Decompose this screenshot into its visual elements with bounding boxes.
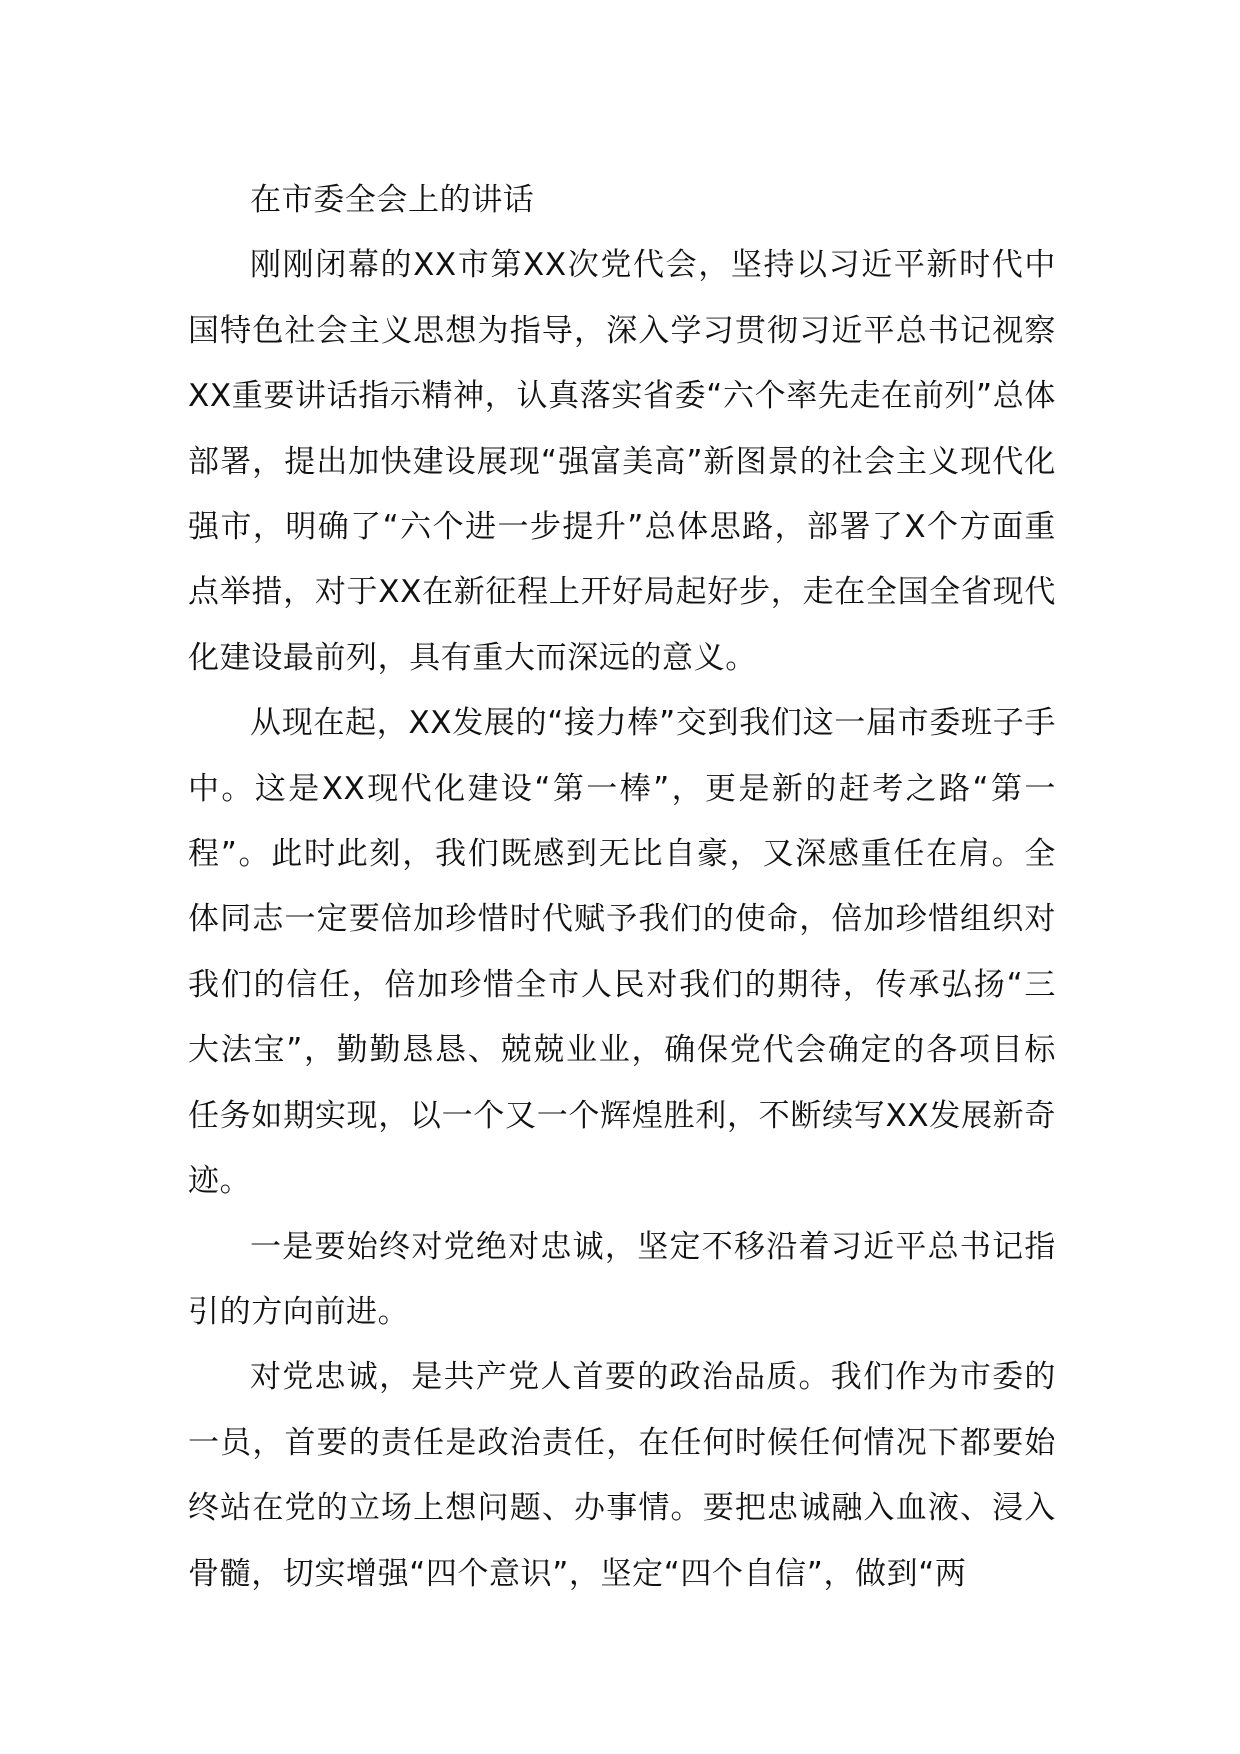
document-body bbox=[188, 168, 1056, 1607]
paragraph-4: 对党忠诚，是共产党人首要的政治品质。我们作为市委的一员，首要的责任是政治责任，在任何时候任何情况下都要始终站在党的立场上想问题、办事情。要把忠诚融入血液、浸入骨髓，切实增强“四个意识”，坚定“四个自信”，做到“两 bbox=[188, 1359, 1056, 1592]
paragraph-2: 从现在起，XX发展的“接力棒”交到我们这一届市委班子手中。这是XX现代化建设“第一棒”，更是新的赶考之路“第一程”。此时此刻，我们既感到无比自豪，又深感重任在肩。全体同志一定要倍加珍惜时代赋予我们的使命，倍加珍惜组织对我们的信任，倍加珍惜全市人民对我们的期待，传承弘扬“三大法宝”，勤勤恳恳、兢兢业业，确保党代会确定的各项目标任务如期实现，以一个又一个辉煌胜利，不断续写XX发展新奇迹。 bbox=[188, 705, 1056, 1200]
paragraph-3: 一是要始终对党绝对忠诚，坚定不移沿着习近平总书记指引的方向前进。 bbox=[188, 1228, 1056, 1330]
document-title: 在市委全会上的讲话 bbox=[250, 182, 535, 218]
paragraph-1: 刚刚闭幕的XX市第XX次党代会，坚持以习近平新时代中国特色社会主义思想为指导，深入学习贯彻习近平总书记视察XX重要讲话指示精神，认真落实省委“六个率先走在前列”总体部署，提出加快建设展现“强富美高”新图景的社会主义现代化强市，明确了“六个进一步提升”总体思路，部署了X个方面重点举措，对于XX在新征程上开好局起好步，走在全国全省现代化建设最前列，具有重大而深远的意义。 bbox=[188, 247, 1056, 676]
